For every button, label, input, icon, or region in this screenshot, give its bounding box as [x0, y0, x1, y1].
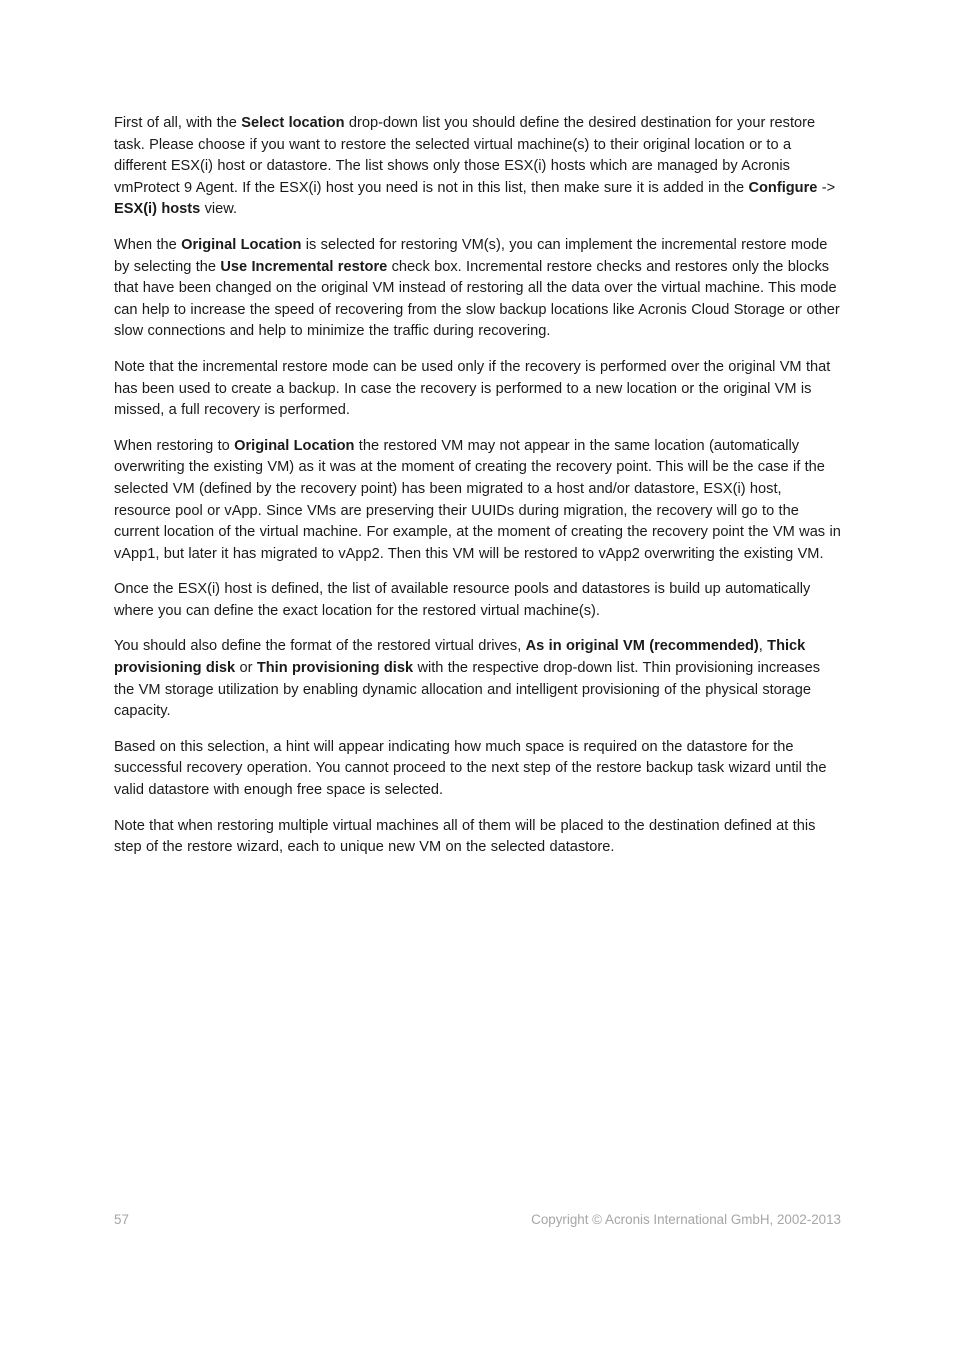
bold-term: Thin provisioning disk [256, 660, 414, 677]
text-run: , [758, 638, 768, 655]
text-run: When restoring to [114, 437, 235, 454]
text-run: Based on this selection, a hint will appear indicating how much space is required on the datastore for the successful recovery operation. You cannot proceed to the next step of the restore backup task wizard until the valid datastore with enough free space is selected. [114, 738, 827, 799]
paragraph-select-location [114, 113, 841, 221]
page-footer [114, 1212, 841, 1227]
text-run: the restored VM may not appear in the same location (automatically overwriting the existing VM) as it was at the moment of creating the recovery point. This will be the case if the selected VM (defined by the recovery point) has been migrated to a host and/or datastore, ESX(i) host, resource pool or vApp. Since VMs are preserving their UUIDs during migration, the recovery will go to the current location of the virtual machine. For example, at the moment of creating the recovery point the VM was in vApp1, but later it has migrated to vApp2. Then this VM will be restored to vApp2 overwriting the existing VM. [114, 437, 841, 562]
text-run: -> [817, 179, 836, 196]
text-run: or [235, 660, 257, 677]
paragraph-original-location [114, 436, 841, 566]
bold-term: Select location [241, 115, 345, 131]
paragraph-multiple-vms [114, 816, 841, 859]
bold-term: Configure [748, 179, 818, 196]
page-number: 57 [114, 1212, 129, 1227]
bold-term: As in original VM (recommended) [525, 638, 759, 655]
bold-term: Original Location [181, 236, 302, 253]
text-run: with the respective drop-down list. Thin provisioning increases the VM storage utilization by enabling dynamic allocation and intelligent provisioning of the physical storage capacity. [114, 660, 820, 720]
paragraph-space-hint [114, 737, 841, 802]
text-run: First of all, with the [114, 115, 242, 131]
bold-term: Use Incremental restore [220, 258, 388, 275]
paragraph-incremental-note [114, 357, 841, 422]
paragraph-disk-format [114, 636, 841, 722]
bold-term: ESX(i) hosts [114, 201, 201, 218]
text-run: Once the ESX(i) host is defined, the list of available resource pools and datastores is build up automatically where you can define the exact location for the restored virtual machine(s). [114, 581, 811, 619]
bold-term: Thick provisioning disk [114, 638, 806, 677]
document-body [114, 113, 841, 873]
text-run: is selected for restoring VM(s), you can implement the incremental restore mode by selecting the [114, 236, 828, 275]
text-run: view. [200, 201, 238, 218]
bold-term: Original Location [234, 437, 355, 454]
text-run: When the [114, 236, 182, 253]
text-run: Note that the incremental restore mode can be used only if the recovery is performed over the original VM that has been used to create a backup. In case the recovery is performed to a new location or the original VM is missed, a full recovery is performed. [114, 358, 831, 419]
text-run: check box. Incremental restore checks and restores only the blocks that have been changed on the original VM instead of restoring all the data over the virtual machine. This mode can help to increase the speed of recovering from the slow backup locations like Acronis Cloud Storage or other slow connections and help to minimize the traffic during recovering. [114, 258, 840, 340]
paragraph-incremental-restore [114, 235, 841, 343]
paragraph-esx-host-defined [114, 579, 841, 622]
text-run: drop-down list you should define the desired destination for your restore task. Please choose if you want to restore the selected virtual machine(s) to their original location or to a different ESX(i) host or datastore. The list shows only those ESX(i) hosts which are managed by Acronis vmProtect 9 Agent. If the ESX(i) host you need is not in this list, then make sure it is added in the [114, 115, 816, 196]
text-run: You should also define the format of the restored virtual drives, [114, 638, 526, 655]
text-run: Note that when restoring multiple virtual machines all of them will be placed to the destination defined at this step of the restore wizard, each to unique new VM on the selected datastore. [114, 817, 816, 856]
copyright-notice: Copyright © Acronis International GmbH, 2002-2013 [531, 1212, 841, 1227]
